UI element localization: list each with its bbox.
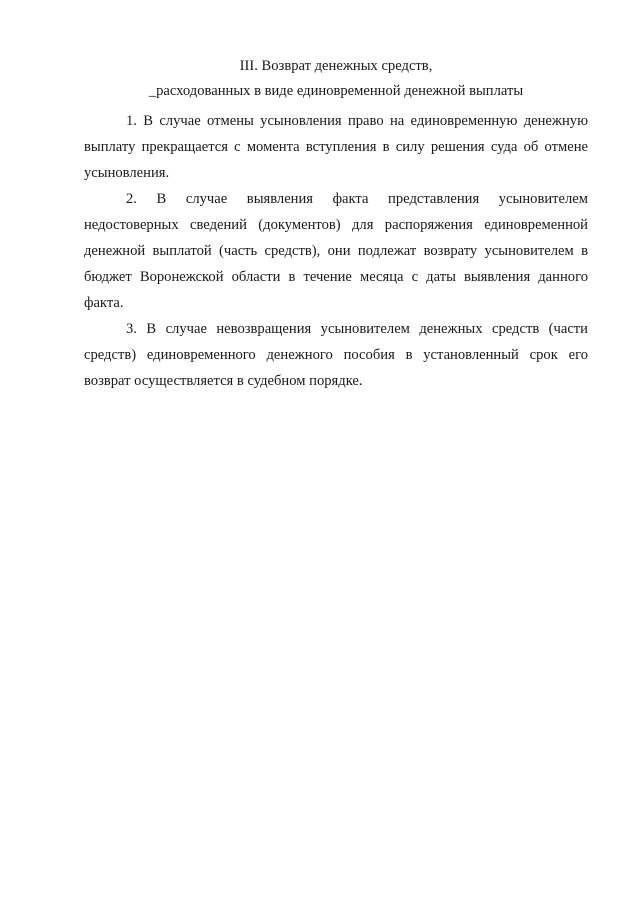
paragraph-3: 3. В случае невозвращения усыновителем денежных средств (части средств) единовременного денежного пособия в установленный срок его возврат осуществляется в судебном порядке.	[84, 321, 588, 389]
document-body	[84, 108, 588, 394]
section-title-line-2: _расходованных в виде единовременной денежной выплаты	[148, 83, 524, 99]
paragraph-2: 2. В случае выявления факта представления усыновителем недостоверных сведений (документов) для распоряжения единовременной денежной выплатой (часть средств), они подлежат возврату усыновителем в бюджет Воронежской области в течение месяца с даты выявления данного факта.	[84, 191, 588, 311]
section-title-line-1: III. Возврат денежных средств,	[239, 58, 433, 74]
paragraph-1: 1. В случае отмены усыновления право на единовременную денежную выплату прекращается с момента вступления в силу решения суда об отмене усыновления.	[84, 113, 588, 181]
